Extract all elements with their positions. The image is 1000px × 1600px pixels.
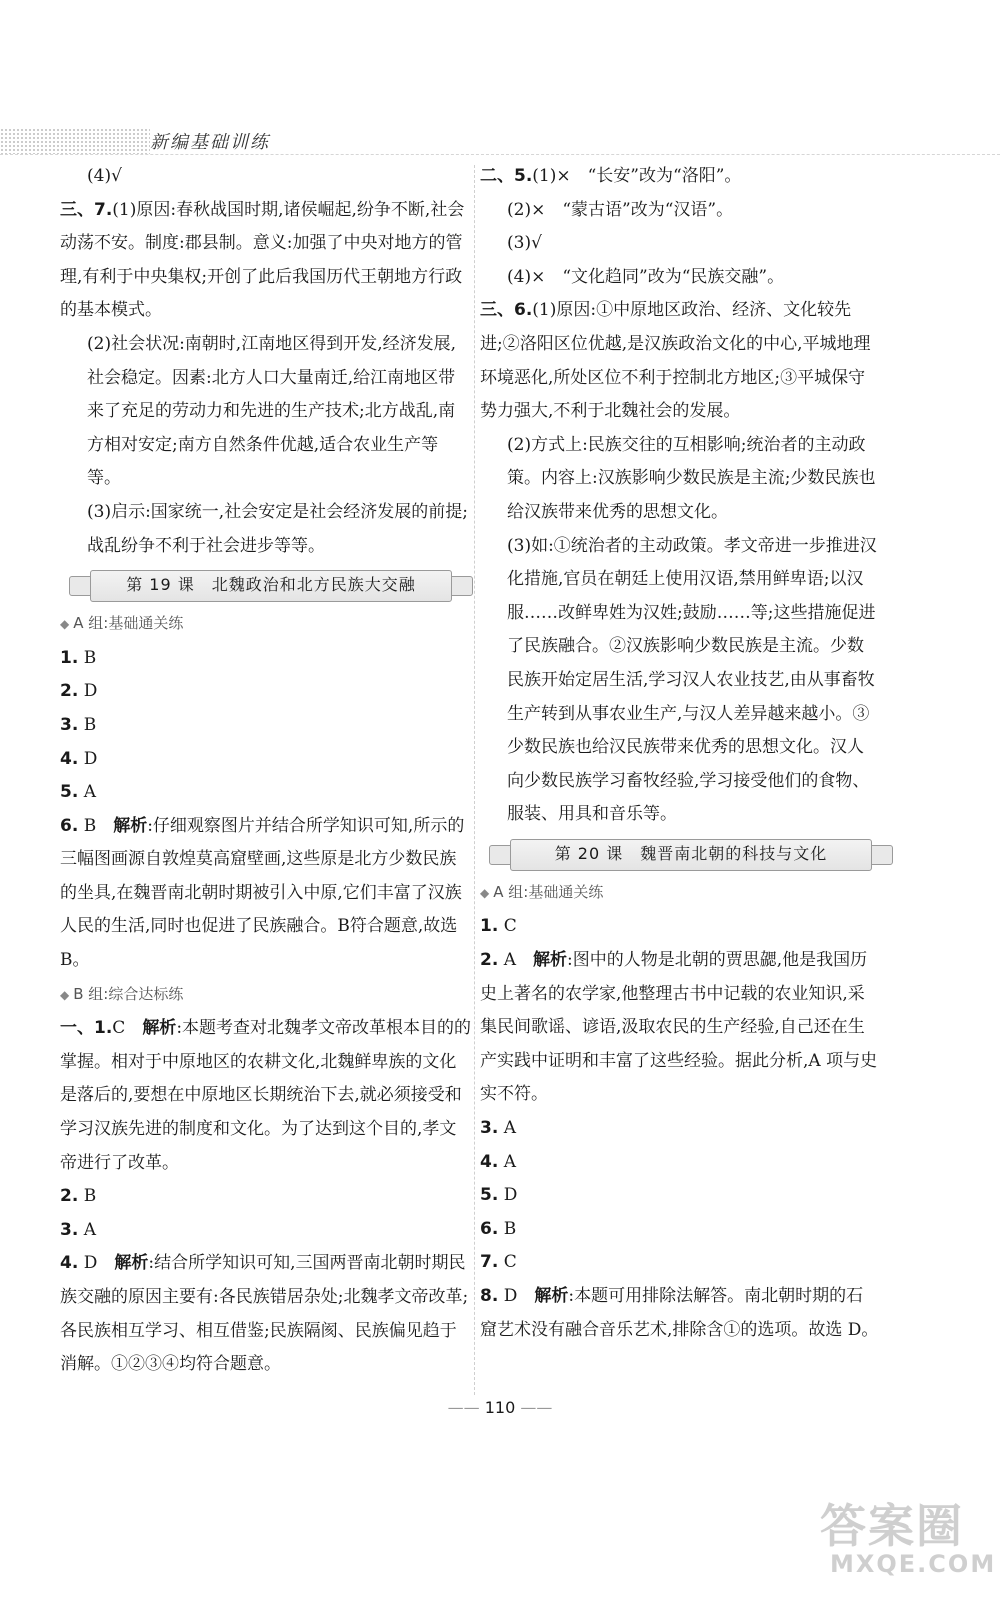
answer-item [60,1012,472,1180]
answer-item [480,160,880,194]
answer-item [60,642,472,676]
answer-choice: D [83,748,98,769]
question-number: 5. [60,782,79,803]
diamond-icon: ◆ [480,885,490,900]
answer-item [60,1214,472,1248]
answer-text: (3)启示:国家统一,社会安定是社会经济发展的前提;战乱纷争不利于社会进步等等。 [87,501,468,556]
right-column [480,160,880,1347]
question-number: 2. [60,681,79,702]
answer-choice: A [503,1118,516,1139]
question-number: 二、5. [480,166,533,186]
answer-choice: D [83,1253,98,1274]
group-label: B 组:综合达标练 [73,984,184,1003]
answer-choice: D [503,1286,518,1306]
answer-choice: B [83,714,97,735]
header-title: 新编基础训练 [150,132,270,153]
answer-item [60,743,472,777]
answer-text: (3)如:①统治者的主动政策。孝文帝进一步推进汉化措施,官员在朝廷上使用汉语,禁用鲜卑语;以汉服……改鲜卑姓为汉姓;鼓励……等;这些措施促进了民族融合。②汉族影响少数民族是主流。少数民族开始定居生活,学习汉人农业技艺,由从事畜牧生产转到从事农业生产,与汉人差异越来越小。③少数民族也给汉民族带来优秀的思想文化。汉人向少数民族学习畜牧经验,学习接受他们的食物、服装、用具和音乐等。 [507,535,877,825]
group-heading [60,607,472,642]
answer-item [480,294,880,428]
question-number: 3. [60,1219,79,1240]
answer-text: (4)× “文化趋同”改为“民族交融”。 [507,266,785,287]
answer-choice: A [503,950,516,971]
answer-choice: A [83,782,96,803]
answer-text: (1)原因:春秋战国时期,诸侯崛起,纷争不断,社会动荡不安。制度:郡县制。意义:加强了中央对地方的管理,有利于中央集权;开创了此后我国历代王朝地方行政的基本模式。 [60,199,465,321]
question-number: 1. [480,916,499,937]
question-number: 8. [480,1286,499,1306]
answer-choice: C [503,1252,517,1273]
lesson-heading-20: 第 20 课 魏晋南北朝的科技与文化 [510,839,872,871]
answer-text: (3)√ [507,233,542,254]
question-number: 7. [480,1252,499,1273]
answer-item [480,944,880,1112]
question-number: 2. [480,950,499,971]
column-divider [474,165,475,1395]
group-label: A 组:基础通关练 [73,614,184,633]
answer-choice: B [503,1218,517,1239]
left-column [60,160,472,1382]
answer-choice: C [112,1018,126,1039]
answer-choice: B [83,647,97,668]
answer-item [60,1180,472,1214]
watermark-line1: 答案圈 [820,1499,964,1553]
question-number: 3. [60,714,79,735]
question-number: 6. [480,1218,499,1239]
analysis-label: 解析 [532,950,567,971]
answer-text: (2)方式上:民族交往的互相影响;统治者的主动政策。内容上:汉族影响少数民族是主流;少数民族也给汉族带来优秀的思想文化。 [507,434,876,522]
answer-choice: A [83,1219,96,1240]
answer-item [60,675,472,709]
answer-item [60,810,472,978]
answer-text: :本题考查对北魏孝文帝改革根本目的的掌握。相对于中原地区的农耕文化,北魏鲜卑族的文化是落后的,要想在中原地区长期统治下去,就必须接受和学习汉族先进的制度和文化。为了达到这个目的,孝文帝进行了改革。 [60,1018,472,1173]
answer-item [480,1112,880,1146]
group-heading [480,876,880,911]
question-number: 4. [60,748,79,769]
header-divider [0,154,1000,155]
question-number: 4. [60,1253,79,1274]
footer-dash-right: —— [515,1398,553,1417]
page-header [0,118,1000,158]
page-number: 110 [484,1398,516,1417]
answer-text: (1)× “长安”改为“洛阳”。 [532,166,742,186]
answer-text: (2)社会状况:南朝时,江南地区得到开发,经济发展,社会稳定。因素:北方人口大量南迁,给江南地区带来了充足的劳动力和先进的生产技术;北方战乱,南方相对安定;南方自然条件优越,适合农业生产等等。 [87,333,457,489]
question-number: 6. [60,815,79,836]
header-dot-band [0,128,150,154]
diamond-icon: ◆ [60,617,70,632]
group-label: A 组:基础通关练 [493,882,604,901]
answer-item [480,1213,880,1247]
answer-choice: D [83,681,98,702]
question-number: 三、7. [60,199,113,220]
answer-item [480,910,880,944]
analysis-label: 解析 [534,1286,569,1306]
question-number: 三、6. [480,300,533,321]
answer-item [480,1280,880,1347]
question-number: 3. [480,1118,499,1139]
answer-text: :结合所学知识可知,三国两晋南北朝时期民族交融的原因主要有:各民族错居杂处;北魏孝文帝改革;各民族相互学习、相互借鉴;民族隔阂、民族偏见趋于消解。①②③④均符合题意。 [60,1253,469,1375]
answer-q7 [60,194,472,328]
answer-item [480,1146,880,1180]
diamond-icon: ◆ [60,987,70,1002]
question-number: 5. [480,1185,499,1206]
question-number: 一、1. [60,1018,113,1039]
question-number: 1. [60,647,79,668]
watermark-line2: MXQE.COM [830,1550,997,1578]
analysis-label: 解析 [114,1253,149,1274]
answer-item [60,776,472,810]
analysis-label: 解析 [113,815,148,836]
group-heading [60,978,472,1013]
analysis-label: 解析 [142,1018,177,1039]
answer-text: (1)原因:①中原地区政治、经济、文化较先进;②洛阳区位优越,是汉族政治文化的中心,平城地理环境恶化,所处区位不利于控制北方地区;③平城保守势力强大,不利于北魏社会的发展。 [480,300,871,422]
answer-choice: C [503,916,517,937]
answer-item [60,709,472,743]
answer-text: (4)√ [87,166,122,186]
answer-item [480,1246,880,1280]
footer-dash-left: —— [447,1398,485,1417]
answer-item [480,1179,880,1213]
answer-item [60,1247,472,1381]
answer-text: :图中的人物是北朝的贾思勰,他是我国历史上著名的农学家,他整理古书中记载的农业知识,采集民间歌谣、谚语,汲取农民的生产经验,自己还在生产实践中证明和丰富了这些经验。据此分析,A 项与史实不符。 [480,950,878,1105]
question-number: 2. [60,1186,79,1207]
page-footer [0,1398,1000,1417]
answer-text: (2)× “蒙古语”改为“汉语”。 [507,199,734,220]
answer-choice: A [503,1151,516,1172]
question-number: 4. [480,1151,499,1172]
answer-choice: B [83,815,97,836]
lesson-heading-19: 第 19 课 北魏政治和北方民族大交融 [90,570,452,602]
answer-choice: D [503,1185,518,1206]
watermark-logo [820,1490,996,1578]
answer-text: :本题可用排除法解答。南北朝时期的石窟艺术没有融合音乐艺术,排除含①的选项。故选 D。 [480,1286,879,1340]
answer-text: :仔细观察图片并结合所学知识可知,所示的三幅图画源自敦煌莫高窟壁画,这些原是北方少数民族的坐具,在魏晋南北朝时期被引入中原,它们丰富了汉族人民的生活,同时也促进了民族融合。B符合题意,故选 B。 [60,815,465,971]
answer-choice: B [83,1186,97,1207]
